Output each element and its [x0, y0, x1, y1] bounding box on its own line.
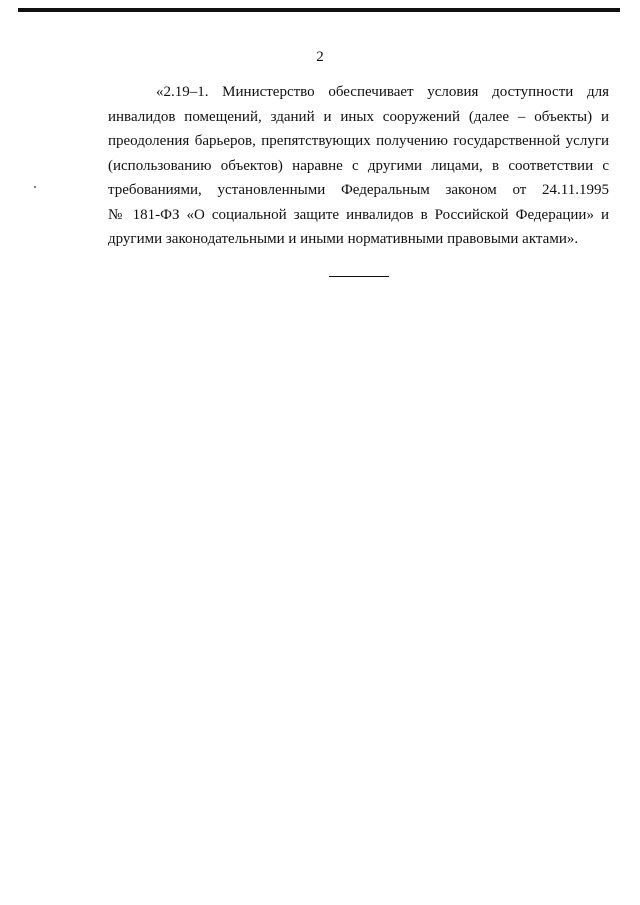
- paragraph-line: инвалидов помещений, зданий и иных сооружений (далее – объекты) и: [108, 108, 609, 125]
- paragraph-line: (использованию объектов) наравне с другими лицами, в соответствии с: [108, 157, 609, 174]
- paragraph-line: требованиями, установленными Федеральным законом от 24.11.1995: [108, 182, 609, 198]
- amendment-paragraph: [108, 80, 609, 252]
- scan-speck: [34, 186, 36, 188]
- paragraph-line: № 181-ФЗ «О социальной защите инвалидов в Российской Федерации» и: [108, 206, 609, 223]
- paragraph-line: другими законодательными и иными нормативными правовыми актами».: [108, 231, 579, 247]
- page-number: 2: [316, 49, 324, 65]
- paragraph-line: преодоления барьеров, препятствующих получению государственной услуги: [108, 133, 609, 149]
- paragraph-line: «2.19–1. Министерство обеспечивает условия доступности для: [156, 84, 609, 100]
- closing-separator-line: [329, 276, 389, 277]
- top-border-rule: [18, 8, 620, 12]
